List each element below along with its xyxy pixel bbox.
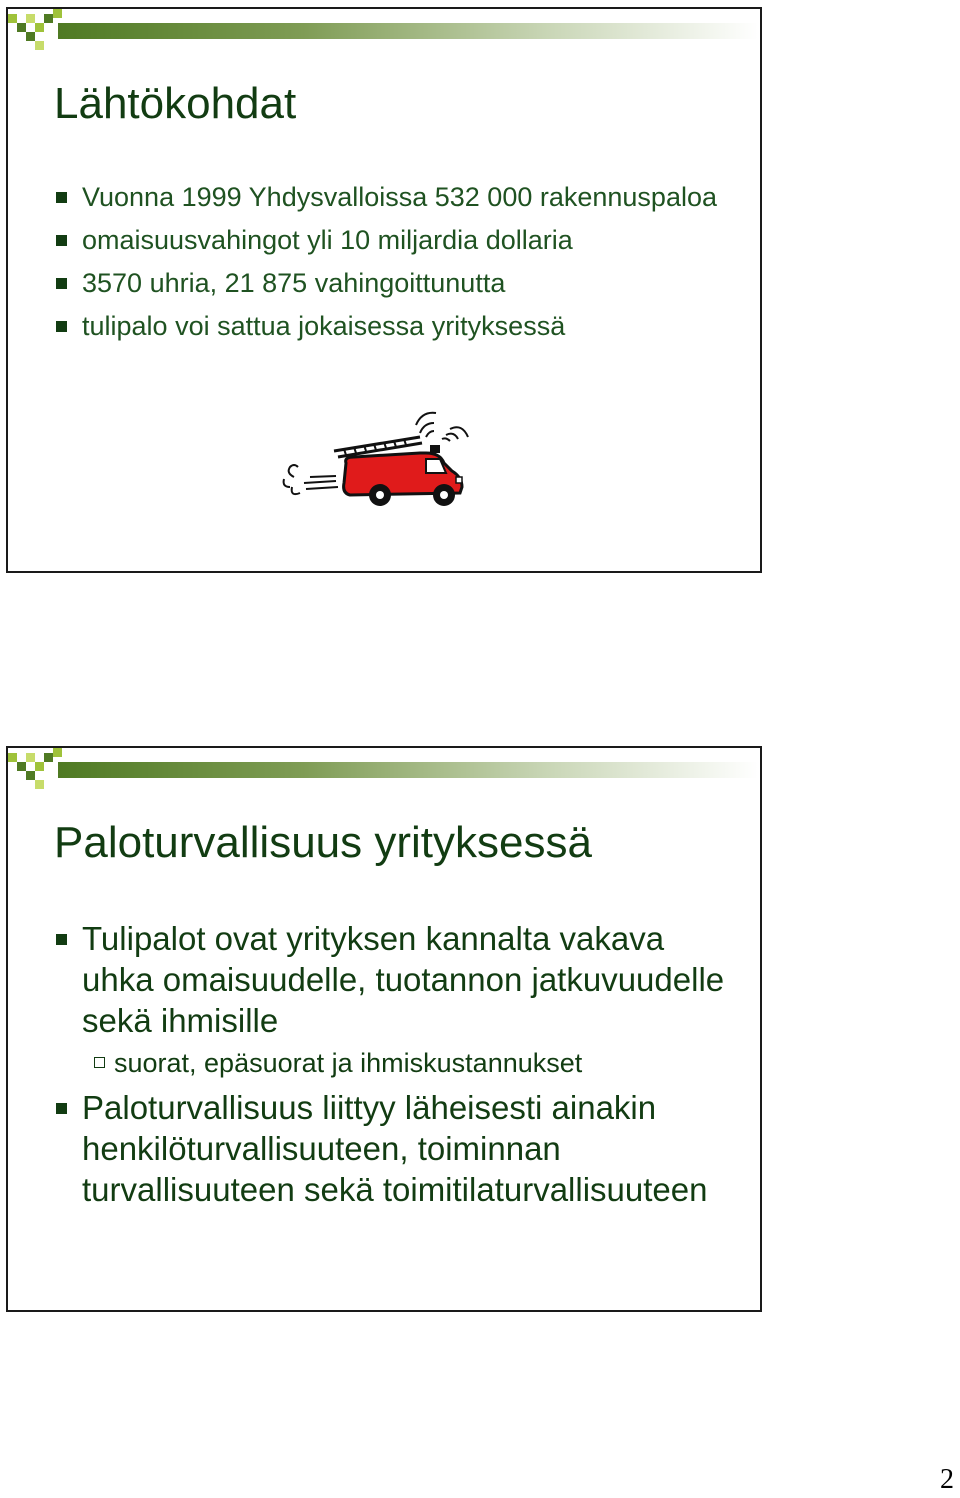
- list-item: tulipalo voi sattua jokaisessa yrityksessä: [54, 308, 744, 344]
- list-item: Vuonna 1999 Yhdysvalloissa 532 000 rakennuspaloa: [54, 179, 744, 215]
- bullet-square-icon: [56, 278, 67, 289]
- header-gradient-bar: [58, 23, 758, 39]
- slide-title: Lähtökohdat: [54, 79, 297, 128]
- slide-lahtokohdat: [6, 7, 762, 573]
- bullet-square-icon: [56, 321, 67, 332]
- list-item: Paloturvallisuus liittyy läheisesti ainakin henkilöturvallisuuteen, toiminnan turvallisuuteen sekä toimitilaturvallisuuteen: [54, 1087, 744, 1210]
- bullet-square-icon: [56, 235, 67, 246]
- page-number: 2: [940, 1464, 954, 1495]
- bullet-square-icon: [56, 1103, 67, 1114]
- hollow-square-bullet-icon: [94, 1057, 105, 1068]
- bullet-square-icon: [56, 934, 67, 945]
- list-item: omaisuusvahingot yli 10 miljardia dollaria: [54, 222, 744, 258]
- list-item: Tulipalot ovat yrityksen kannalta vakava uhka omaisuudelle, tuotannon jatkuvuudelle sekä ihmisille: [54, 918, 744, 1041]
- slide-header-decoration: [8, 748, 760, 788]
- list-item: 3570 uhria, 21 875 vahingoittunutta: [54, 265, 744, 301]
- sub-list-item: suorat, epäsuorat ja ihmiskustannukset: [54, 1045, 744, 1081]
- slide-paloturvallisuus: [6, 746, 762, 1312]
- slide-title: Paloturvallisuus yrityksessä: [54, 818, 592, 867]
- bullet-list: [54, 918, 744, 1210]
- slide-header-decoration: [8, 9, 760, 49]
- header-gradient-bar: [58, 762, 758, 778]
- bullet-square-icon: [56, 192, 67, 203]
- bullet-list: [54, 179, 744, 351]
- fire-truck-icon: [280, 407, 480, 507]
